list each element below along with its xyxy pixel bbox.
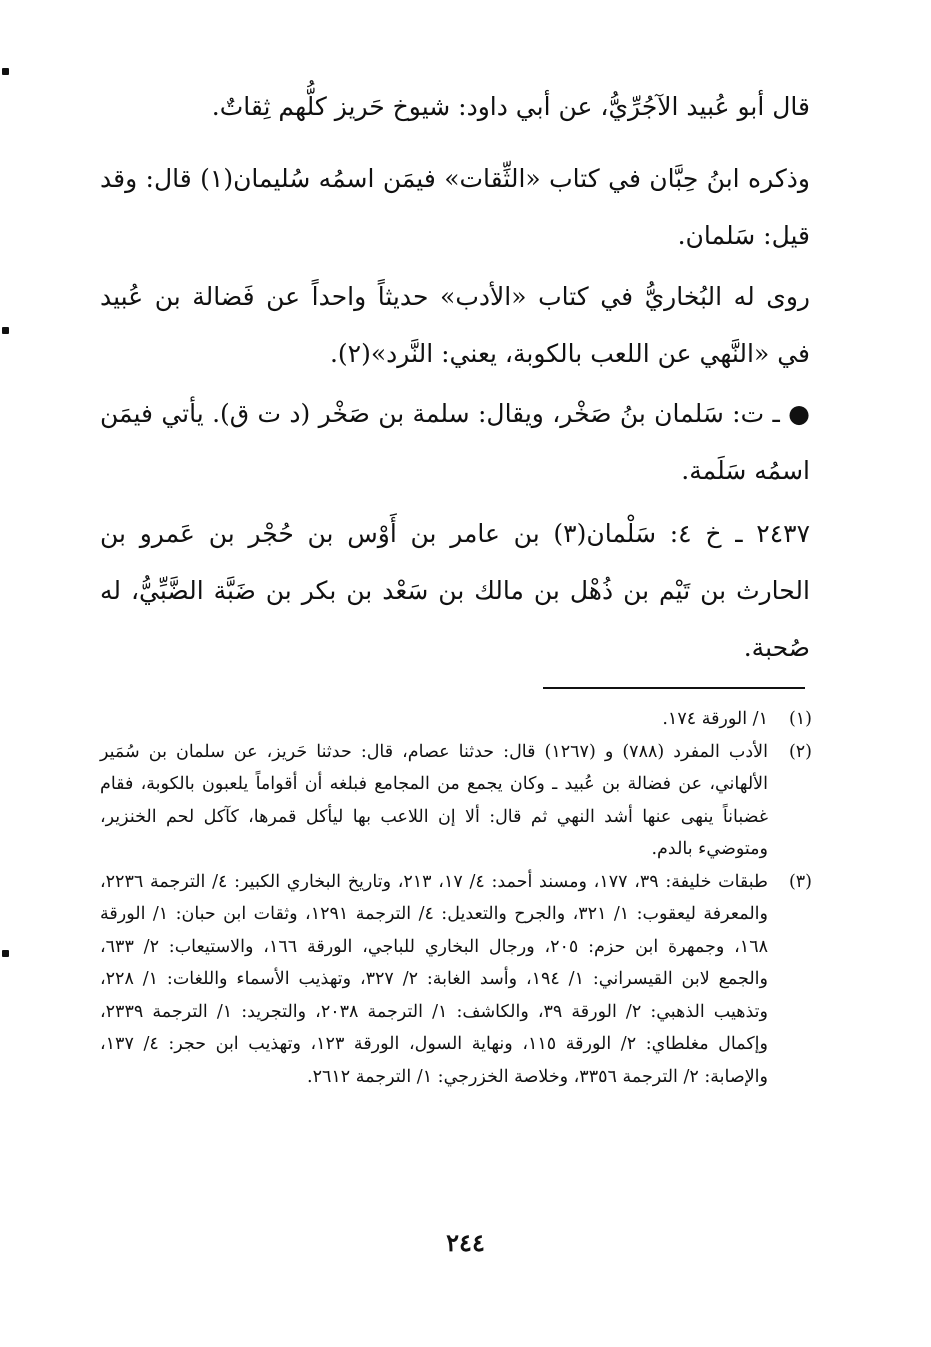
- footnote-2: [100, 736, 812, 866]
- page-number: ٢٤٤: [446, 1228, 485, 1257]
- footnote-number: (٣): [788, 871, 812, 892]
- main-text-block-3: [100, 268, 810, 382]
- footnote-3: [100, 866, 812, 1094]
- footnote-text: الأدب المفرد (٧٨٨) و (١٢٦٧) قال: حدثنا عصام، قال: حدثنا حَريز، عن سلمان بن سُمَير الألهاني، عن فضالة بن عُبيد ـ وكان يجمع من المجامع فبلغه أن أقواماً يلعبون بالكوبة، فقام غضباناً ينهى عنها أشد النهي ثم قال: ألا إن اللاعب بها ليأكل قمرها، كآكل لحم الخنزير، ومتوضيء بالدم.: [100, 741, 769, 859]
- paragraph-bukhari: روى له البُخاريُّ في كتاب «الأدب» حديثاً واحداً عن فَضالة بن عُبيد في «النَّهي عن اللعب بالكوبة، يعني: النَّرد»(٢).: [100, 282, 810, 368]
- footnote-number: (١): [788, 709, 812, 729]
- margin-mark: [2, 68, 9, 75]
- paragraph-ibn-hibban: وذكره ابنُ حِبَّان في كتاب «الثِّقات» فيمَن اسمُه سُليمان(١) قال: وقد قيل: سَلمان.: [100, 164, 811, 250]
- footnote-1: [100, 703, 812, 736]
- entry-2437-heading: ٢٤٣٧ ـ خ ٤: سَلْمان(٣) بن عامر بن أَوْس بن حُجْر بن عَمرو بن الحارث بن تَيْم بن ذُهْل بن مالك بن سَعْد بن بكر بن ضَبَّة الضَّبِّيُّ، له صُحبة.: [100, 519, 810, 662]
- footnote-text: ١/ الورقة ١٧٤.: [662, 709, 768, 729]
- footnotes: [100, 703, 812, 1093]
- margin-mark: [2, 950, 9, 957]
- main-text-block-4: [100, 385, 810, 499]
- margin-mark: [2, 327, 9, 334]
- main-text-block-2: [100, 150, 810, 264]
- footnote-number: (٢): [788, 741, 812, 762]
- paragraph-abu-ubaid: قال أبو عُبيد الآجُرِّيُّ، عن أبي داود: شيوخ حَريز كلُّهم ثِقاتٌ.: [211, 92, 810, 121]
- footnote-text: طبقات خليفة: ٣٩، ١٧٧، ومسند أحمد: ٤/ ١٧، ٢١٣، وتاريخ البخاري الكبير: ٤/ الترجمة ٢٢٣٦، والمعرفة ليعقوب: ١/ ٣٢١، والجرح والتعديل: ٤/ الترجمة ١٢٩١، وثقات ابن حبان: ١/ الورقة ١٦٨، وجمهرة ابن حزم: ٢٠٥، ورجال البخاري للباجي، الورقة ١٦٦، والاستيعاب: ٢/ ٦٣٣، والجمع لابن القيسراني: ١/ ١٩٤، وأسد الغابة: ٢/ ٣٢٧، وتهذيب الأسماء واللغات: ١/ ٢٢٨، وتذهيب الذهبي: ٢/ الورقة ٣٩، والكاشف: ١/ الترجمة ٢٠٣٨، والتجريد: ١/ الترجمة ٢٣٣٩، وإكمال مغلطاي: ٢/ الورقة ١١٥، ونهاية السول، الورقة ١٢٣، وتهذيب ابن حجر: ٤/ ١٣٧، والإصابة: ٢/ الترجمة ٣٣٥٦، وخلاصة الخزرجي: ١/ الترجمة ٢٦١٢.: [100, 871, 768, 1087]
- main-text-block-1: [100, 78, 810, 135]
- paragraph-salman-bin-sakhr: ● ـ ت: سَلمان بنُ صَخْر، ويقال: سلمة بن صَخْر (د ت ق). يأتي فيمَن اسمُه سَلَمة.: [100, 399, 810, 485]
- main-text-block-5: [100, 505, 810, 676]
- footnote-separator: [543, 687, 805, 689]
